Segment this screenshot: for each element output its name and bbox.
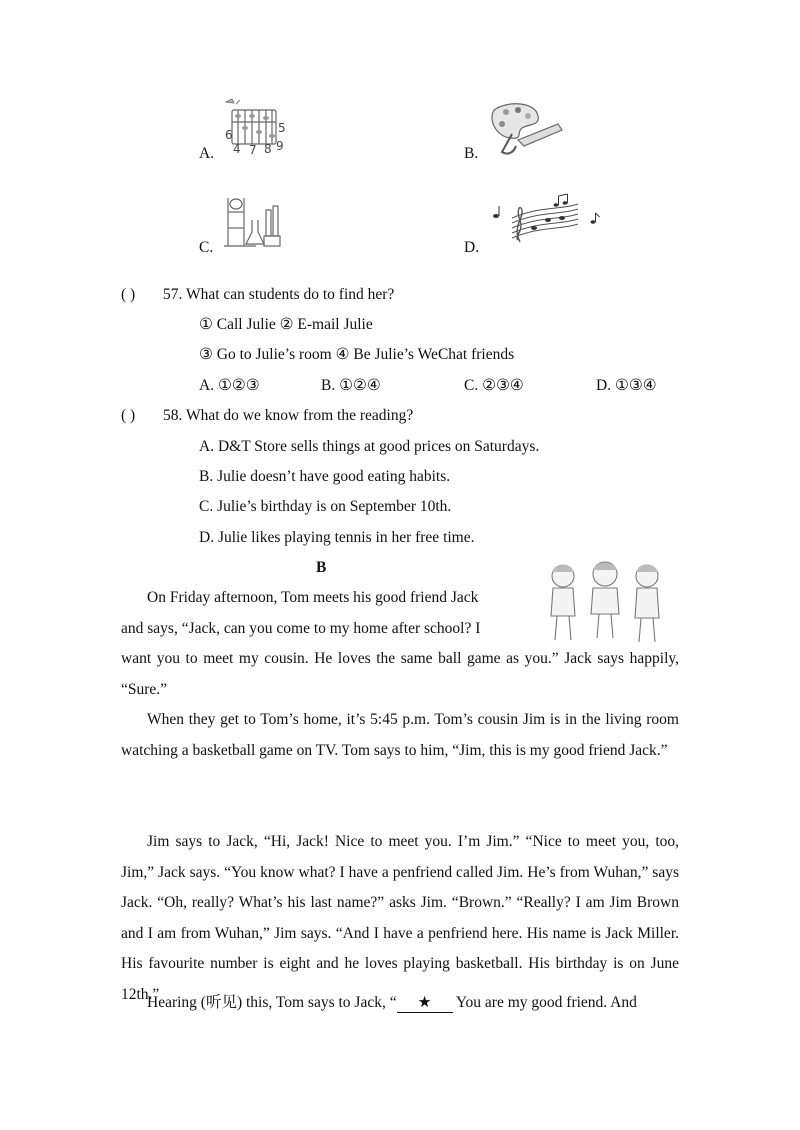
option-d: D. Julie likes playing tennis in her free time. <box>199 529 475 546</box>
lab-equipment-icon <box>222 192 286 252</box>
choice-line: ① Call Julie ② E-mail Julie <box>199 316 373 333</box>
answer-blank[interactable]: ★ <box>397 994 453 1013</box>
paragraph-4-start: Hearing (听见) this, Tom says to Jack, “ <box>147 994 397 1011</box>
option-a: A. ①②③ <box>199 377 260 394</box>
question-text: 57. What can students do to find her? <box>163 286 395 303</box>
abacus-digit: 7 <box>249 143 257 157</box>
question-text: 58. What do we know from the reading? <box>163 407 414 424</box>
paragraph-4-end: You are my good friend. And <box>452 994 637 1011</box>
option-c-label: C. <box>199 239 214 256</box>
paragraph-1-line-2: and says, “Jack, can you come to my home after school? I <box>121 620 481 637</box>
paragraph-1-rest: want you to meet my cousin. He loves the same ball game as you.” Jack says happily, “Sure.” <box>121 650 679 698</box>
paragraph-2: When they get to Tom’s home, it’s 5:45 p.m. Tom’s cousin Jim is in the living room watching a basketball game on TV. Tom says to him, “Jim, this is my good friend Jack.” <box>121 711 679 759</box>
paint-palette-icon <box>488 100 568 160</box>
answer-paren[interactable]: ( ) <box>121 407 136 424</box>
paragraph-4 <box>121 988 679 1019</box>
choice-line: ③ Go to Julie’s room ④ Be Julie’s WeChat friends <box>199 346 515 363</box>
abacus-digit: 6 <box>225 128 233 142</box>
option-b-label: B. <box>464 145 479 162</box>
three-boys-illustration-icon <box>543 560 671 646</box>
option-c: C. Julie’s birthday is on September 10th. <box>199 498 452 515</box>
option-b: B. ①②④ <box>321 377 381 394</box>
abacus-digit: 4 <box>233 142 241 156</box>
paragraph-1-line-1: On Friday afternoon, Tom meets his good friend Jack <box>147 589 479 606</box>
abacus-digit: 5 <box>278 121 286 135</box>
abacus-digit: 8 <box>264 142 272 156</box>
option-a: A. D&T Store sells things at good prices on Saturdays. <box>199 438 540 455</box>
option-c: C. ②③④ <box>464 377 524 394</box>
option-d: D. ①③④ <box>596 377 657 394</box>
answer-paren[interactable]: ( ) <box>121 286 136 303</box>
option-b: B. Julie doesn’t have good eating habits. <box>199 468 451 485</box>
option-d-label: D. <box>464 239 480 256</box>
option-a-label: A. <box>199 145 215 162</box>
music-notes-icon <box>490 196 602 250</box>
abacus-digit: 9 <box>276 139 284 153</box>
paragraph-3: Jim says to Jack, “Hi, Jack! Nice to meet you. I’m Jim.” “Nice to meet you, too, Jim,” Jack says. “You know what? I have a penfriend called Jim. He’s from Wuhan,” says Jack. “Oh, really? What’s his last name?” asks Jim. “Brown.” “Really? I am Jim Brown and I am from Wuhan,” Jim says. “And I have a penfriend here. His name is Jack Miller. His favourite number is eight and he loves playing basketball. His birthday is on June 12th.” <box>121 833 679 1003</box>
section-heading: B <box>316 559 327 576</box>
